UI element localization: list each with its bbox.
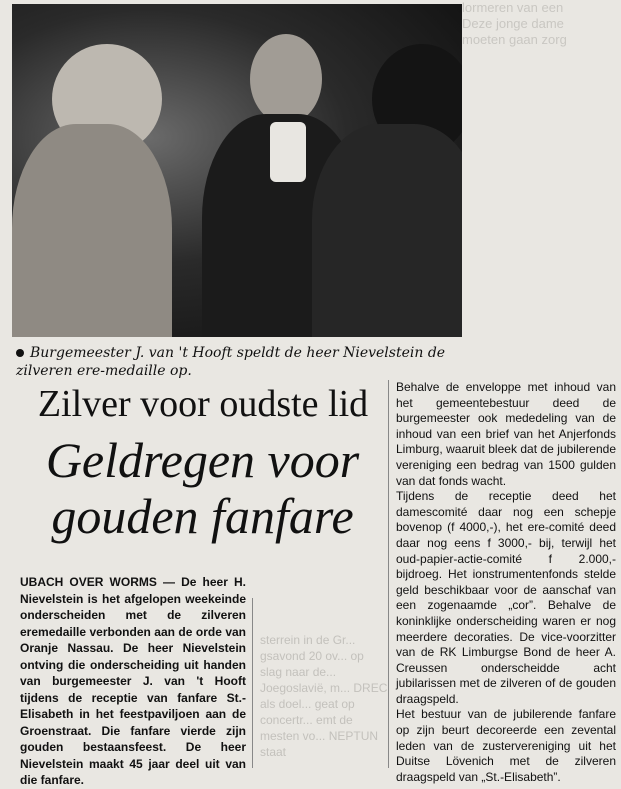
column-divider xyxy=(252,598,253,768)
bleed-line: lormeren van een xyxy=(462,0,564,15)
bleed-line: Deze jonge dame xyxy=(462,16,564,31)
photo-shirt xyxy=(270,122,306,182)
paragraph: Tijdens de receptie deed het damescomité daar nog een schepje bovenop (f 4000,-), het ere-comité deed daar nog eens f 3000,- bij, terwijl het oud-papier-actie-comité f 2.000,- bijdroeg. Het ionstrumentenfonds stelde geld beschikbaar voor de aanschaf van een zogenaamde „cor”. Behalve de koninklijke onderscheiding waren er nog meerdere decoraties. De vice-voorzitter van de RK Limburgse Bond de heer A. Creussen onderscheidde acht jubilarissen met de zilveren of de gouden draagspeld. xyxy=(396,489,616,706)
bleed-through-text xyxy=(462,0,621,50)
paragraph: Het bestuur van de jubilerende fanfare op zijn beurt decoreerde een zevental leden van de zustervereniging uit het Duitse Lövenich met de zilveren draagspeld van „St.-Elisabeth”. xyxy=(396,707,616,784)
photo-caption xyxy=(16,344,456,380)
photo-figure-man-head xyxy=(250,34,322,124)
column-divider xyxy=(388,380,389,768)
bullet-icon xyxy=(16,349,24,357)
dateline: UBACH OVER WORMS — xyxy=(20,575,175,589)
bleed-line: moeten gaan zorg xyxy=(462,32,567,47)
article-right-column xyxy=(396,380,616,785)
news-photo xyxy=(12,4,462,337)
article-left-column xyxy=(20,574,246,789)
headline-small: Zilver voor oudste lid xyxy=(37,383,369,425)
photo-figure-woman-body xyxy=(12,124,172,337)
caption-text: Burgemeester J. van 't Hooft speldt de heer Nievelstein de zilveren ere-medaille op. xyxy=(16,345,446,379)
left-column-text: De heer H. Nievelstein is het afgelopen weekeinde onderscheiden met de zilveren eremedaille verbonden aan de orde van Oranje Nassau. De heer Nievelstein ontving die onderscheiding uit handen van burgemeester J. van 't Hooft tijdens de receptie van fanfare St.-Elisabeth in het feestpaviljoen aan de Groenstraat. Die fanfare vierde zijn gouden bestaansfeest. De heer Nievelstein maakt 45 jaar deel uit van die fanfare. xyxy=(20,575,246,787)
photo-figure-mayor-body xyxy=(312,124,462,337)
bleed-through-text-lower: sterrein in de Gr... gsavond 20 ov... op slag naar de... Joegoslavië, m... DREC als doel... geat op concertr... emt de mesten vo... NEPTUN staat xyxy=(260,633,388,759)
paragraph: Behalve de enveloppe met inhoud van het gemeentebestuur deed de burgemeester ook mededeling van de inhoud van een brief van het Anjerfonds Limburg, waaruit bleek dat de jubilerende vereniging een bedrag van 1500 gulden van dat fonds wacht. xyxy=(396,380,616,488)
headline-large: Geldregen voor gouden fanfare xyxy=(45,432,360,544)
